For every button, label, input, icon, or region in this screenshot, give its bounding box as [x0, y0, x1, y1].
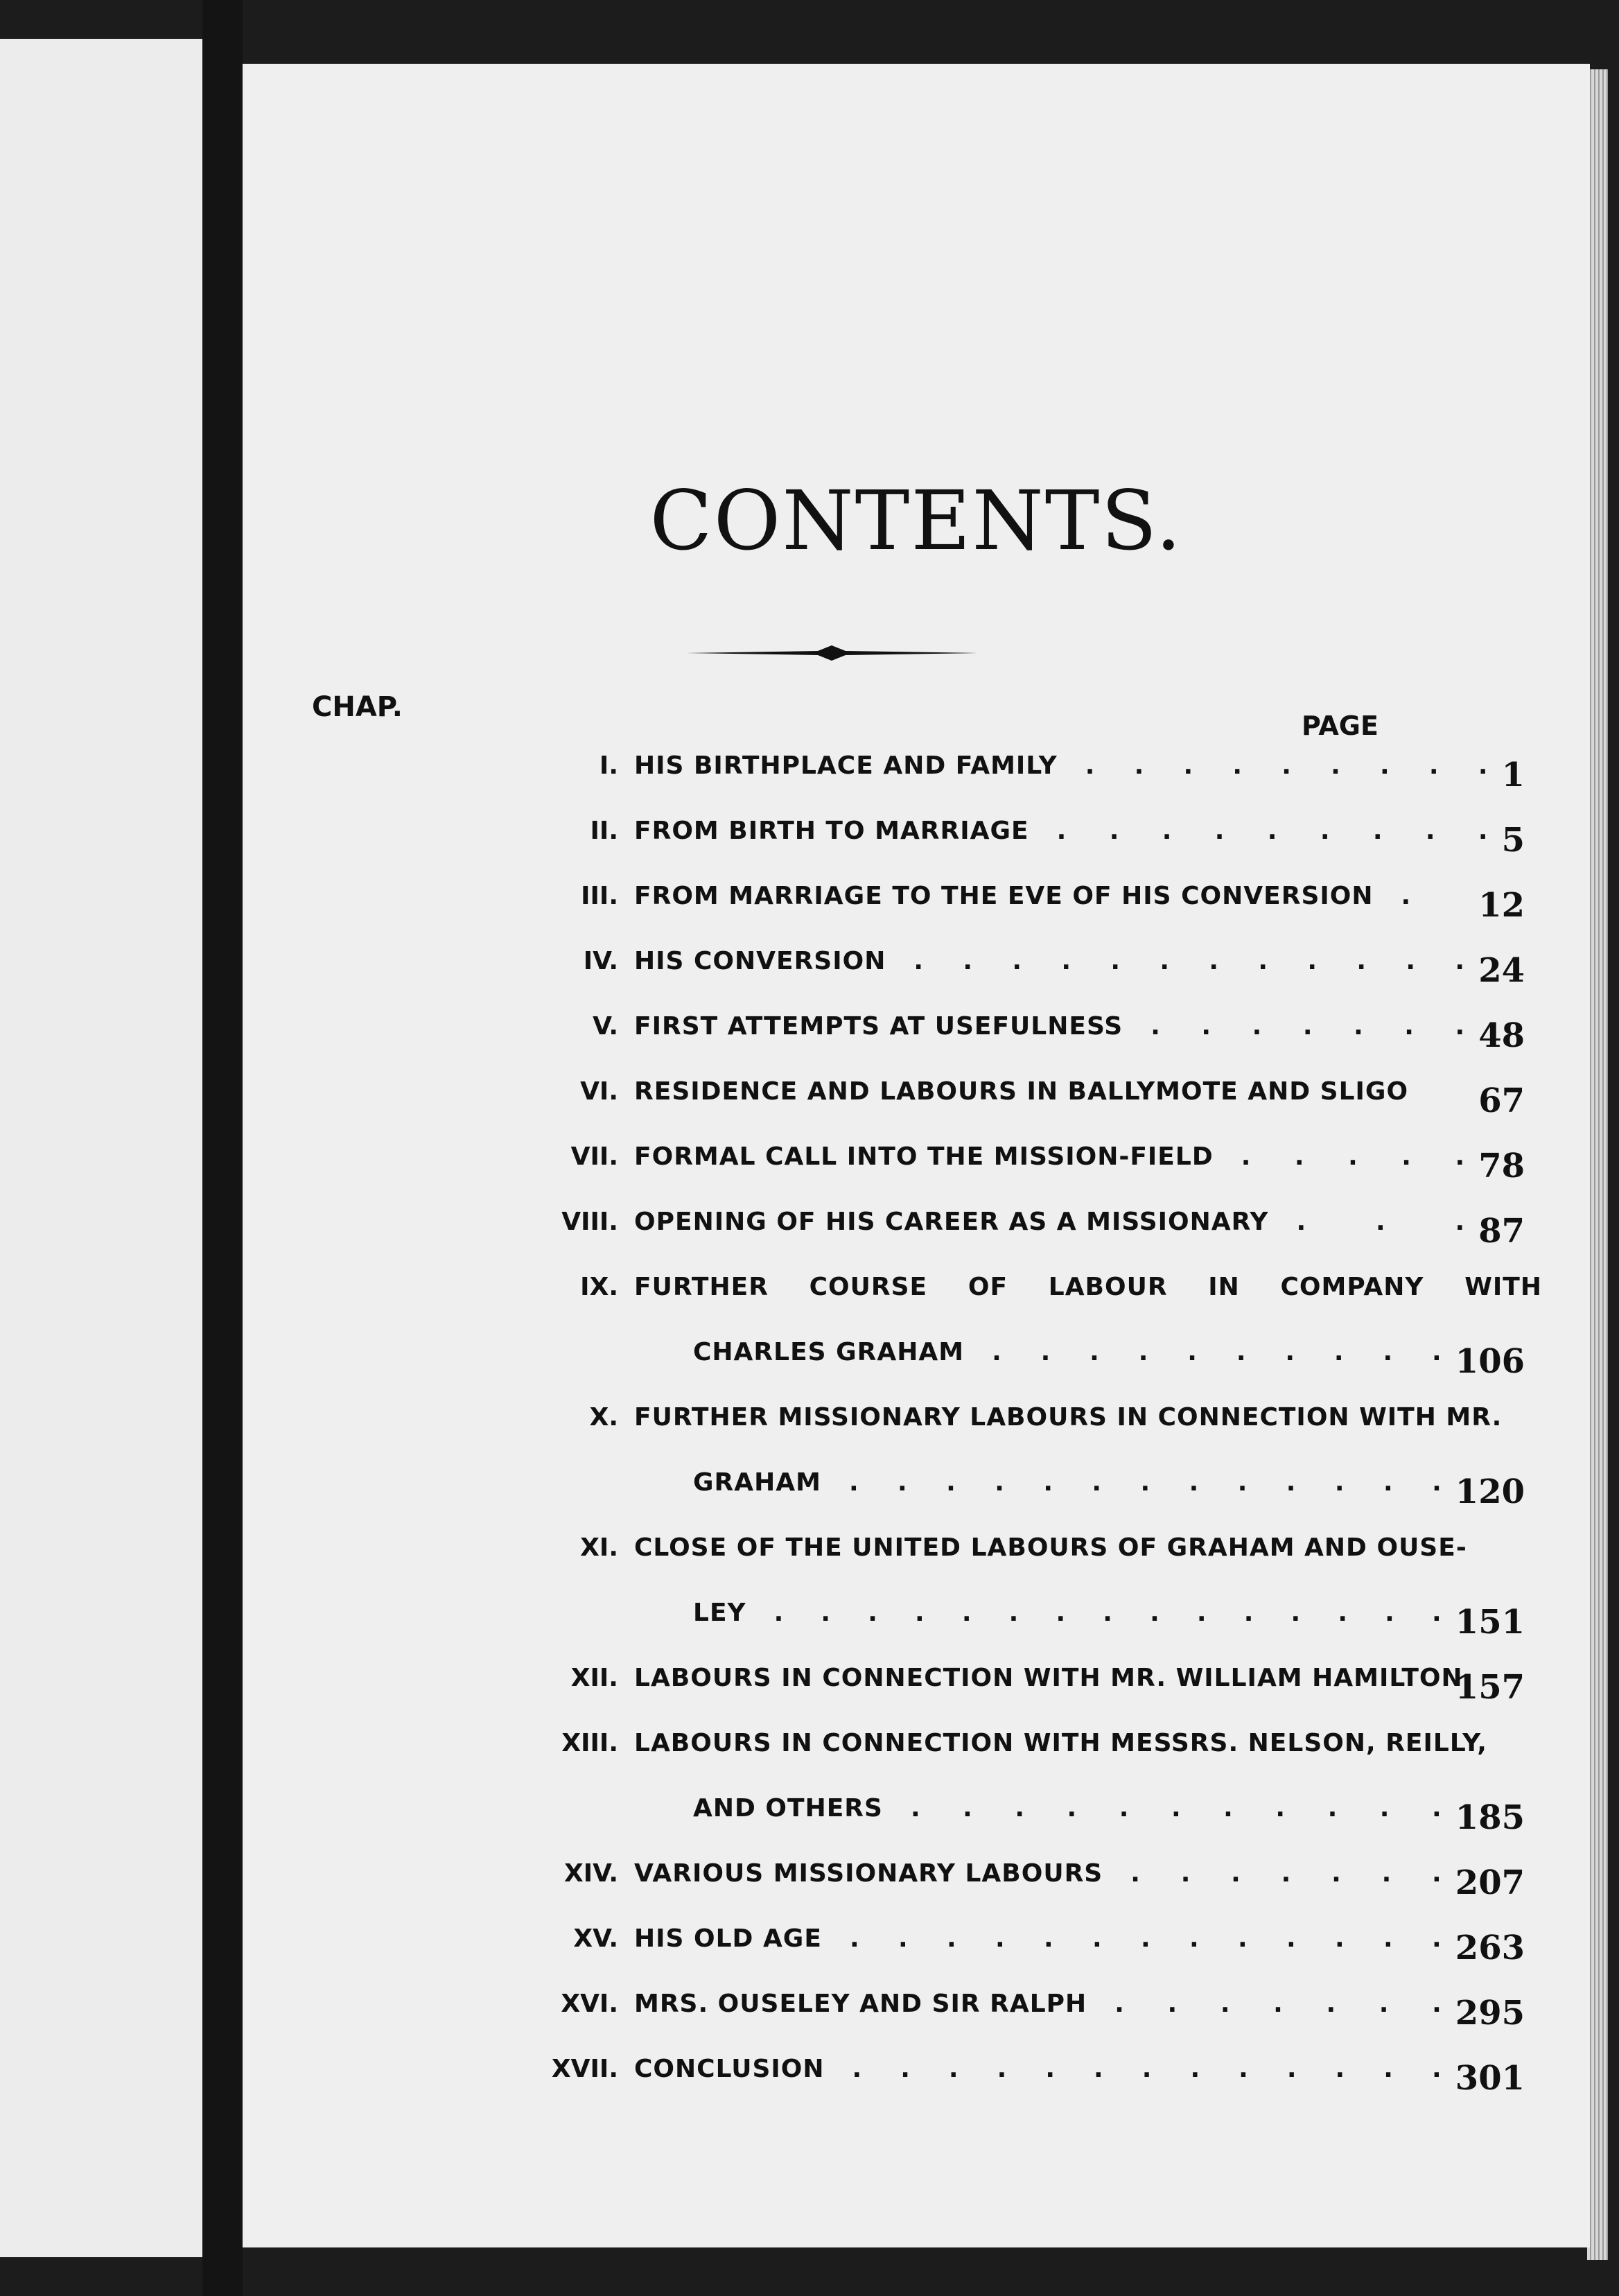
leader-dots: . . . . . . . . . . . .: [913, 947, 1465, 975]
page-edges: [1587, 69, 1608, 2260]
chapter-title: FROM MARRIAGE TO THE EVE OF HIS CONVERSION: [634, 882, 1374, 910]
chapter-number: IX.: [580, 1273, 618, 1301]
toc-row: [243, 751, 1590, 793]
page-number: 12: [1478, 886, 1525, 925]
page-number: 1: [1501, 756, 1525, 794]
page-number: 263: [1455, 1929, 1525, 1967]
page-number: 5: [1501, 821, 1525, 860]
chapter-title: FROM BIRTH TO MARRIAGE: [634, 817, 1029, 845]
chapter-title: GRAHAM: [693, 1468, 821, 1497]
leader-dots: . . . . . . . . . . . . .: [848, 1468, 1442, 1497]
toc-row: [243, 1403, 1590, 1445]
chapter-title: CLOSE OF THE UNITED LABOURS OF GRAHAM AND OUSE-: [634, 1533, 1467, 1562]
chapter-number: XVI.: [561, 1990, 618, 2018]
title-ornament: [686, 643, 977, 663]
chapter-number: XV.: [573, 1924, 618, 1953]
leader-dots: . . . . . . . . . . . . . . .: [773, 1599, 1442, 1627]
page-number: 151: [1455, 1603, 1525, 1642]
page-number: 207: [1455, 1863, 1525, 1902]
page-number: 185: [1455, 1798, 1525, 1837]
leader-dots: . . . . .: [1241, 1142, 1465, 1171]
chapter-title: LEY: [693, 1599, 746, 1627]
page-title: CONTENTS.: [649, 473, 1183, 568]
page-number: 120: [1455, 1472, 1525, 1511]
chapter-title: OPENING OF HIS CAREER AS A MISSIONARY: [634, 1208, 1269, 1236]
chapter-title: LABOURS IN CONNECTION WITH MR. WILLIAM HAMILTON.: [634, 1664, 1473, 1692]
toc-row: [243, 1338, 1590, 1380]
leader-dots: . . . . . . . . .: [1085, 751, 1488, 780]
toc-row: [243, 1990, 1590, 2031]
chapter-number: XI.: [580, 1533, 618, 1562]
facing-page: [0, 39, 202, 2257]
chapter-number: IV.: [583, 947, 618, 975]
toc-row: [243, 1924, 1590, 1966]
chapter-number: VIII.: [561, 1208, 618, 1236]
chapter-title: CHARLES GRAHAM: [693, 1338, 965, 1366]
toc-row: [243, 1794, 1590, 1836]
chapter-title: HIS CONVERSION: [634, 947, 886, 975]
chapter-number: XIV.: [563, 1859, 618, 1888]
toc-row: [243, 947, 1590, 989]
leader-dots: . . . . . . .: [1150, 1012, 1465, 1041]
chapter-number: VI.: [580, 1077, 618, 1106]
chapter-title: CONCLUSION: [634, 2055, 825, 2083]
chapter-column-header: CHAP.: [312, 691, 403, 723]
chapter-number: I.: [599, 751, 618, 780]
leader-dots: . . .: [1296, 1208, 1465, 1236]
leader-dots: . . . . . . .: [1130, 1859, 1442, 1888]
page-number: 295: [1455, 1994, 1525, 2033]
leader-dots: . . . . . . . . . . .: [910, 1794, 1442, 1823]
toc-row: [243, 1142, 1590, 1184]
chapter-title: MRS. OUSELEY AND SIR RALPH: [634, 1990, 1087, 2018]
toc-row: [243, 2055, 1590, 2096]
leader-dots: . . . . . . . . .: [1056, 817, 1488, 845]
chapter-number: XVII.: [551, 2055, 618, 2083]
leader-dots: . . . . . . . . . .: [992, 1338, 1442, 1366]
chapter-title: HIS BIRTHPLACE AND FAMILY: [634, 751, 1058, 780]
toc-row: [243, 1729, 1590, 1771]
chapter-title: VARIOUS MISSIONARY LABOURS: [634, 1859, 1103, 1888]
toc-row: [243, 1273, 1590, 1314]
chapter-title: FIRST ATTEMPTS AT USEFULNESS: [634, 1012, 1123, 1041]
toc-row: [243, 882, 1590, 923]
chapter-number: V.: [593, 1012, 618, 1041]
page-column-header: PAGE: [1302, 711, 1379, 741]
book-gutter: [202, 0, 243, 2296]
chapter-title: RESIDENCE AND LABOURS IN BALLYMOTE AND SLIGO: [634, 1077, 1409, 1106]
page-number: 24: [1478, 951, 1525, 990]
page-number: 67: [1478, 1081, 1525, 1120]
toc-row: [243, 1208, 1590, 1249]
leader-dots: . . . . . . . . . . . . .: [849, 1924, 1442, 1953]
page-number: 78: [1478, 1147, 1525, 1185]
toc-row: [243, 1533, 1590, 1575]
contents-page: [243, 64, 1590, 2247]
toc-row: [243, 1012, 1590, 1054]
leader-dots: .: [1401, 882, 1411, 910]
chapter-title: HIS OLD AGE: [634, 1924, 822, 1953]
toc-row: [243, 817, 1590, 858]
page-number: 87: [1478, 1212, 1525, 1251]
chapter-title: LABOURS IN CONNECTION WITH MESSRS. NELSON, REILLY,: [634, 1729, 1487, 1757]
toc-row: [243, 1077, 1590, 1119]
leader-dots: . . . . . . .: [1114, 1990, 1442, 2018]
chapter-number: X.: [589, 1403, 618, 1432]
chapter-number: XIII.: [561, 1729, 618, 1757]
toc-row: [243, 1664, 1590, 1705]
chapter-title: FURTHER MISSIONARY LABOURS IN CONNECTION WITH MR.: [634, 1403, 1503, 1432]
page-number: 48: [1478, 1016, 1525, 1055]
chapter-number: XII.: [570, 1664, 618, 1692]
chapter-number: II.: [590, 817, 618, 845]
chapter-number: VII.: [570, 1142, 618, 1171]
chapter-number: III.: [581, 882, 618, 910]
toc-row: [243, 1599, 1590, 1640]
chapter-title: FURTHER COURSE OF LABOUR IN COMPANY WITH: [634, 1273, 1542, 1301]
chapter-title: AND OTHERS: [693, 1794, 883, 1823]
leader-dots: . . . . . . . . . . . . .: [852, 2055, 1442, 2083]
page-number: 106: [1455, 1342, 1525, 1381]
page-number: 301: [1455, 2059, 1525, 2098]
toc-row: [243, 1859, 1590, 1901]
toc-row: [243, 1468, 1590, 1510]
chapter-title: FORMAL CALL INTO THE MISSION-FIELD: [634, 1142, 1214, 1171]
page-number: 157: [1455, 1668, 1525, 1707]
